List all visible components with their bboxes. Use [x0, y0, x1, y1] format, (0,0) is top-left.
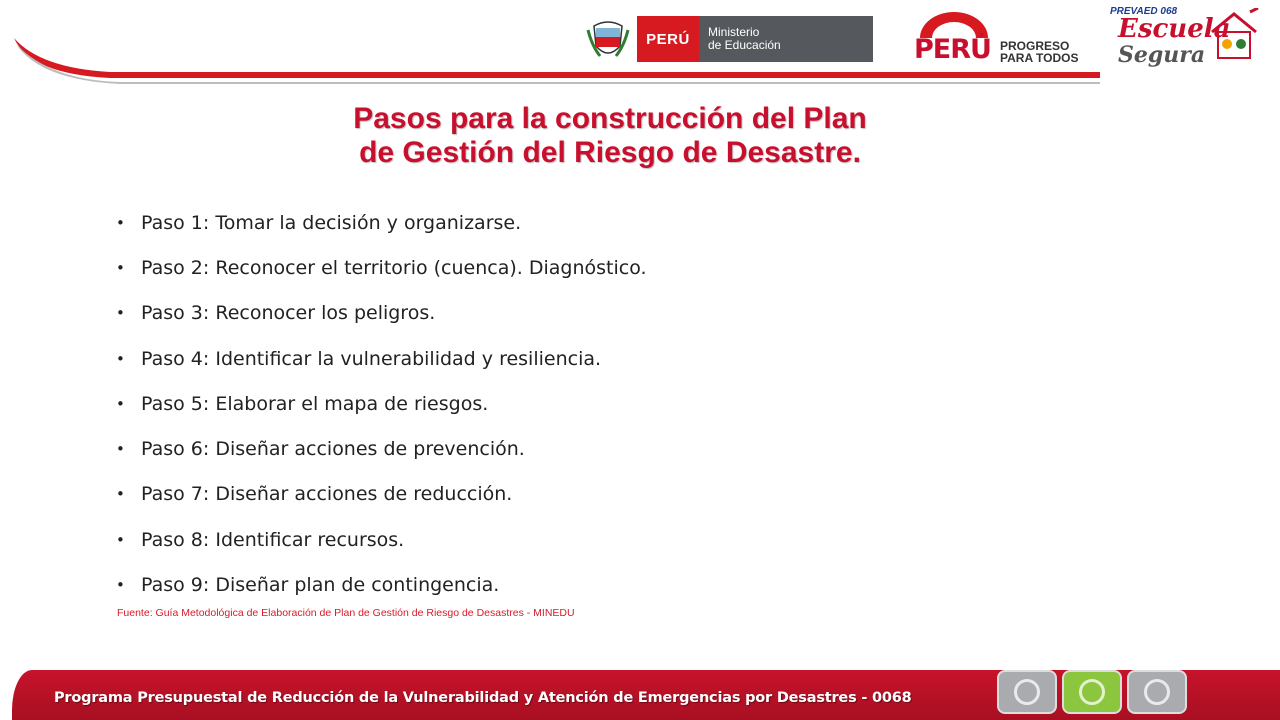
coat-of-arms-icon	[586, 16, 630, 62]
ministerio-logo	[637, 16, 873, 62]
bullet-icon: •	[116, 258, 125, 277]
footer-shelter-icon	[1127, 670, 1187, 714]
escuela-segura-logo: Escuela Segura PREVAED 068	[1110, 6, 1270, 82]
list-item: • Paso 7: Diseñar acciones de reducción.	[116, 483, 513, 506]
bullet-icon: •	[116, 349, 125, 368]
bullet-icon: •	[116, 304, 125, 323]
list-item: • Paso 8: Identificar recursos.	[116, 528, 405, 551]
footer-program-text: Programa Presupuestal de Reducción de la Vulnerabilidad y Atención de Emergencias por Desastres - 0068	[54, 690, 912, 706]
bullet-icon: •	[116, 485, 125, 504]
list-item: • Paso 5: Elaborar el mapa de riesgos.	[116, 392, 489, 415]
ministerio-label: Ministerio de Educación	[699, 16, 873, 62]
footer-emblem-icon	[997, 670, 1057, 714]
bullet-icon: •	[116, 394, 125, 413]
steps-list	[116, 200, 647, 608]
bullet-icon: •	[116, 213, 125, 232]
peru-progreso-logo: PERÚ PROGRESO PARA TODOS	[912, 10, 1092, 66]
list-item: • Paso 1: Tomar la decisión y organizarse.	[116, 211, 522, 234]
list-item: • Paso 6: Diseñar acciones de prevención.	[116, 438, 525, 461]
list-item: • Paso 3: Reconocer los peligros.	[116, 302, 436, 325]
slide-title: Pasos para la construcción del Plan de Gestión del Riesgo de Desastre.	[353, 102, 867, 169]
list-item: • Paso 2: Reconocer el territorio (cuenca). Diagnóstico.	[116, 256, 647, 279]
source-note: Fuente: Guía Metodológica de Elaboración de Plan de Gestión de Riesgo de Desastres - MINEDU	[117, 607, 575, 619]
list-item: • Paso 9: Diseñar plan de contingencia.	[116, 574, 500, 597]
bullet-icon: •	[116, 530, 125, 549]
bullet-icon: •	[116, 576, 125, 595]
footer-leaf-icon	[1062, 670, 1122, 714]
bullet-icon: •	[116, 440, 125, 459]
peru-label: PERÚ	[637, 16, 699, 62]
list-item: • Paso 4: Identificar la vulnerabilidad y resiliencia.	[116, 347, 602, 370]
